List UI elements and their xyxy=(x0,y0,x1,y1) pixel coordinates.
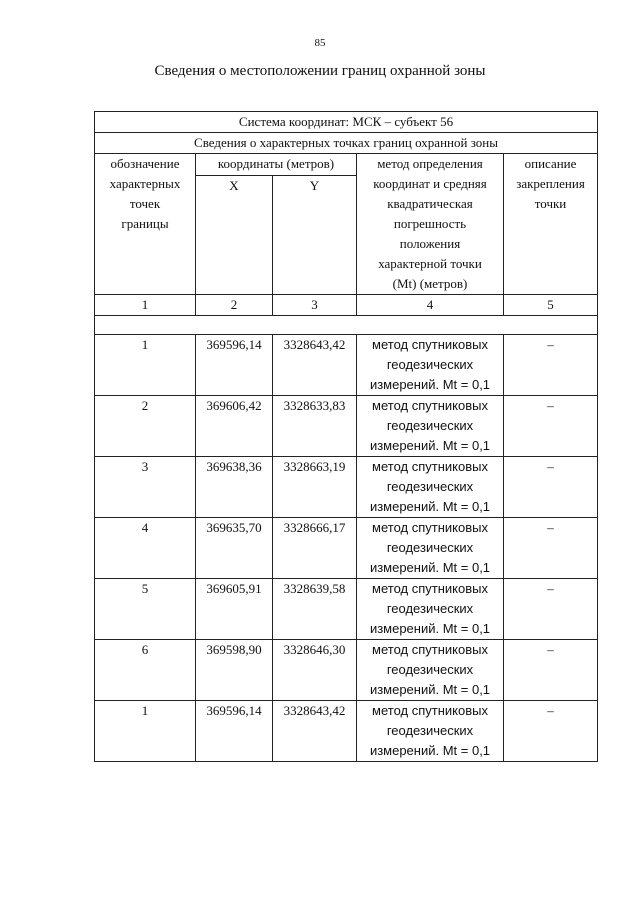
table-row xyxy=(95,396,598,457)
page-number: 85 xyxy=(314,37,326,49)
header-method-line: (Mt) (метров) xyxy=(392,276,468,291)
method-line: геодезических xyxy=(386,540,474,555)
table-row xyxy=(95,518,598,579)
method-line: измерений. Mt = 0,1 xyxy=(369,377,491,392)
method-cell xyxy=(357,579,504,640)
column-number: 1 xyxy=(95,295,196,316)
header-method xyxy=(357,154,504,295)
column-number: 3 xyxy=(273,295,357,316)
y-value: 3328643,42 xyxy=(273,335,357,396)
header-coordinates: координаты (метров) xyxy=(196,154,357,176)
fixing-value: – xyxy=(504,640,598,701)
x-value: 369596,14 xyxy=(196,335,273,396)
y-value: 3328663,19 xyxy=(273,457,357,518)
column-number: 4 xyxy=(357,295,504,316)
point-label: 4 xyxy=(95,518,196,579)
method-line: метод спутниковых xyxy=(372,337,488,352)
method-line: геодезических xyxy=(386,601,474,616)
method-cell xyxy=(357,457,504,518)
coordinate-system: Система координат: МСК – субъект 56 xyxy=(95,112,598,133)
fixing-value: – xyxy=(504,396,598,457)
table-row xyxy=(95,457,598,518)
boundary-points-table xyxy=(94,111,598,762)
x-value: 369596,14 xyxy=(196,701,273,762)
method-cell xyxy=(357,396,504,457)
method-line: метод спутниковых xyxy=(372,459,488,474)
y-value: 3328633,83 xyxy=(273,396,357,457)
x-value: 369598,90 xyxy=(196,640,273,701)
y-value: 3328646,30 xyxy=(273,640,357,701)
method-cell xyxy=(357,640,504,701)
method-line: метод спутниковых xyxy=(372,520,488,535)
column-number: 2 xyxy=(196,295,273,316)
method-line: геодезических xyxy=(386,662,474,677)
header-fixing xyxy=(504,154,598,295)
x-value: 369605,91 xyxy=(196,579,273,640)
method-line: измерений. Mt = 0,1 xyxy=(369,499,491,514)
method-line: геодезических xyxy=(386,357,474,372)
y-value: 3328643,42 xyxy=(273,701,357,762)
y-value: 3328666,17 xyxy=(273,518,357,579)
fixing-value: – xyxy=(504,579,598,640)
method-line: метод спутниковых xyxy=(372,642,488,657)
x-value: 369606,42 xyxy=(196,396,273,457)
fixing-value: – xyxy=(504,457,598,518)
x-value: 369638,36 xyxy=(196,457,273,518)
method-line: геодезических xyxy=(386,418,474,433)
method-line: метод спутниковых xyxy=(372,581,488,596)
method-cell xyxy=(357,701,504,762)
table-row xyxy=(95,335,598,396)
point-label: 5 xyxy=(95,579,196,640)
x-value: 369635,70 xyxy=(196,518,273,579)
header-method-line: характерной точки xyxy=(378,256,482,271)
method-line: геодезических xyxy=(386,723,474,738)
header-designation-line: точек xyxy=(129,196,161,211)
table-row xyxy=(95,640,598,701)
method-cell xyxy=(357,518,504,579)
fixing-value: – xyxy=(504,518,598,579)
header-fixing-line: закрепления xyxy=(516,176,585,191)
method-line: метод спутниковых xyxy=(372,398,488,413)
point-label: 2 xyxy=(95,396,196,457)
header-y: Y xyxy=(273,176,357,295)
header-method-line: погрешность xyxy=(393,216,467,231)
header-method-line: квадратическая xyxy=(387,196,473,211)
document-title: Сведения о местоположении границ охранной зоны xyxy=(154,63,486,79)
method-line: метод спутниковых xyxy=(372,703,488,718)
y-value: 3328639,58 xyxy=(273,579,357,640)
point-label: 1 xyxy=(95,701,196,762)
point-label: 3 xyxy=(95,457,196,518)
table-row xyxy=(95,579,598,640)
header-fixing-line: описание xyxy=(524,156,577,171)
method-line: измерений. Mt = 0,1 xyxy=(369,743,491,758)
header-designation-line: обозначение xyxy=(110,156,180,171)
header-method-line: метод определения xyxy=(377,156,483,171)
header-designation xyxy=(95,154,196,295)
fixing-value: – xyxy=(504,701,598,762)
header-designation-line: границы xyxy=(121,216,169,231)
method-cell xyxy=(357,335,504,396)
header-designation-line: характерных xyxy=(109,176,181,191)
table-row xyxy=(95,701,598,762)
point-label: 6 xyxy=(95,640,196,701)
header-method-line: координат и средняя xyxy=(373,176,487,191)
blank-row xyxy=(95,316,598,335)
table-subtitle: Сведения о характерных точках границ охранной зоны xyxy=(95,133,598,154)
method-line: геодезических xyxy=(386,479,474,494)
method-line: измерений. Mt = 0,1 xyxy=(369,438,491,453)
header-method-line: положения xyxy=(399,236,461,251)
method-line: измерений. Mt = 0,1 xyxy=(369,682,491,697)
method-line: измерений. Mt = 0,1 xyxy=(369,560,491,575)
header-x: X xyxy=(196,176,273,295)
method-line: измерений. Mt = 0,1 xyxy=(369,621,491,636)
column-number: 5 xyxy=(504,295,598,316)
header-fixing-line: точки xyxy=(534,196,567,211)
point-label: 1 xyxy=(95,335,196,396)
fixing-value: – xyxy=(504,335,598,396)
